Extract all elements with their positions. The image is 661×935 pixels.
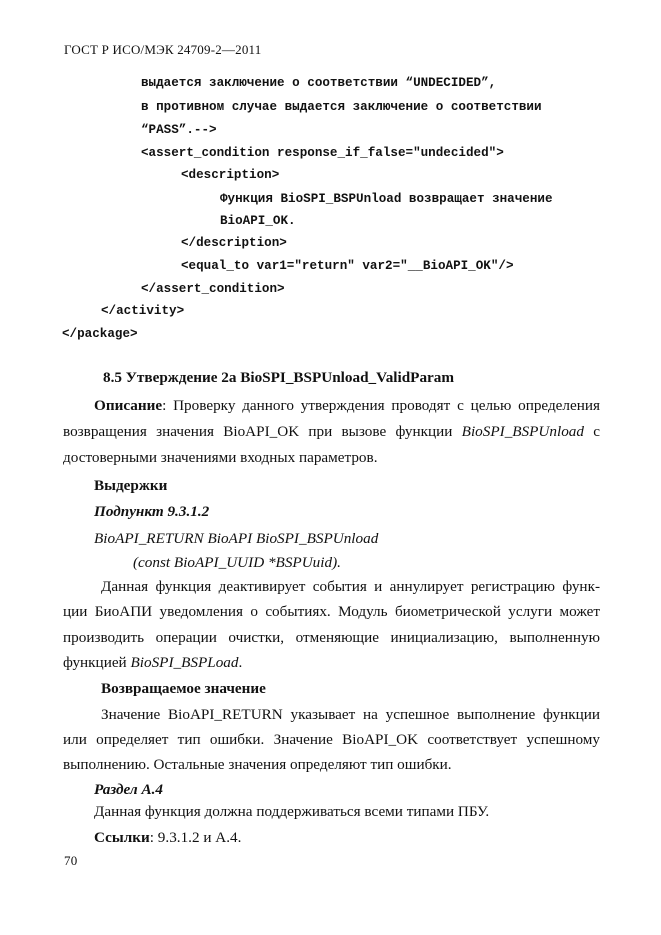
code-line: <description> xyxy=(181,168,280,182)
code-line: BioAPI_OK. xyxy=(220,214,296,228)
function-signature-params: (const BioAPI_UUID *BSPUuid). xyxy=(133,554,341,571)
body-paragraph-line: ции БиоАПИ уведомления о событиях. Модуль биометрической услуги может xyxy=(63,603,600,620)
references-line: Ссылки: 9.3.1.2 и А.4. xyxy=(94,829,242,846)
description-line: Описание: Проверку данного утверждения проводят с целью определения xyxy=(94,397,600,414)
body-paragraph-line: функцией BioSPI_BSPLoad. xyxy=(63,654,243,671)
description-line: достоверными значениями входных параметров. xyxy=(63,449,378,466)
description-line: возвращения значения BioAPI_OK при вызове функции BioSPI_BSPUnload с xyxy=(63,423,600,440)
references-label: Ссылки xyxy=(94,829,150,846)
body-paragraph-line: Значение BioAPI_RETURN указывает на успешное выполнение функции xyxy=(101,706,600,723)
code-line: </activity> xyxy=(101,304,185,318)
code-line: выдается заключение о соответствии “UNDECIDED”, xyxy=(141,76,497,90)
extracts-heading: Выдержки xyxy=(94,477,168,494)
code-line: </assert_condition> xyxy=(141,282,285,296)
subclause-heading: Подпункт 9.3.1.2 xyxy=(94,503,210,520)
code-line: Функция BioSPI_BSPUnload возвращает значение xyxy=(220,192,553,206)
body-paragraph-line: выполнению. Остальные значения определяют тип ошибки. xyxy=(63,756,452,773)
return-value-heading: Возвращаемое значение xyxy=(101,680,266,697)
body-paragraph-line: Данная функция должна поддерживаться всеми типами ПБУ. xyxy=(94,803,490,820)
code-line: в противном случае выдается заключение о соответствии xyxy=(141,100,542,114)
document-header: ГОСТ Р ИСО/МЭК 24709-2—2011 xyxy=(64,42,262,57)
code-line: “PASS”.--> xyxy=(141,123,217,137)
body-paragraph-line: Данная функция деактивирует события и аннулирует регистрацию функ- xyxy=(101,578,600,595)
body-paragraph-line: производить операции очистки, отменяющие инициализацию, выполненную xyxy=(63,629,600,646)
function-signature: BioAPI_RETURN BioAPI BioSPI_BSPUnload xyxy=(94,530,379,547)
code-line: </description> xyxy=(181,236,287,250)
code-line: </package> xyxy=(62,327,138,341)
description-label: Описание xyxy=(94,397,163,414)
section-ref-heading: Раздел А.4 xyxy=(94,781,164,798)
code-line: <equal_to var1="return" var2="__BioAPI_OK"/> xyxy=(181,259,514,273)
section-title: 8.5 Утверждение 2а BioSPI_BSPUnload_ValidParam xyxy=(103,369,455,386)
body-paragraph-line: или определяет тип ошибки. Значение BioAPI_OK соответствует успешному xyxy=(63,731,600,748)
code-line: <assert_condition response_if_false="undecided"> xyxy=(141,146,504,160)
page-number: 70 xyxy=(64,853,78,868)
